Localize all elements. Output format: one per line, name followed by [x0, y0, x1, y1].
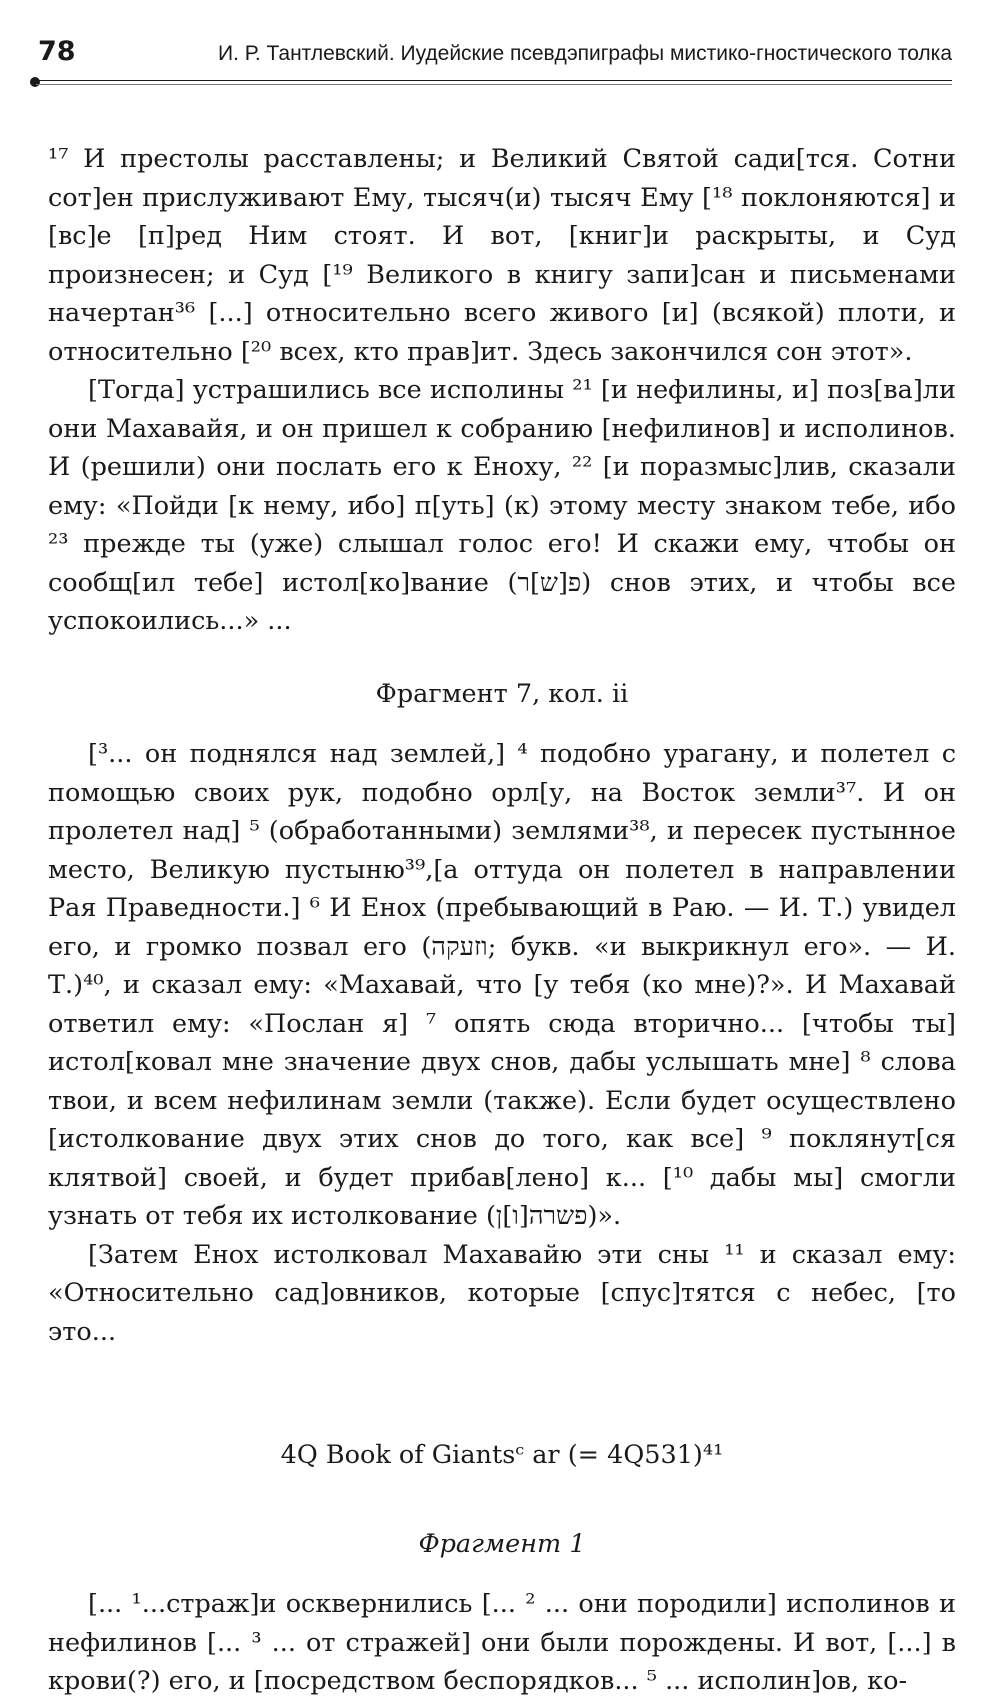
paragraph-giants-afraid: [Тогда] устрашились все исполины ²¹ [и нефилины, и] поз[ва]ли они Махавайя, и он пришел к собранию [нефилинов] и исполинов. И (решили) они послать его к Еноху, ²² [и поразмыс]лив, сказали ему: «Пойди [к нему, ибо] п[уть] (к) этому месту знаком тебе, ибо ²³ прежде ты (уже) слышал голос его! И скажи ему, чтобы он сообщ[ил тебе] истол[ко]вание (פ[ש]ר) снов этих, и чтобы все успокоились...» ...: [48, 375, 957, 636]
paragraph-enoch-interprets: [Затем Енох истолковал Махавайю эти сны ¹¹ и сказал ему: «Относительно сад]овников, которые [спус]тятся с небес, [то это...: [48, 1239, 956, 1347]
section-heading-4q531: 4Q Book of Giantsᶜ ar (= 4Q531)⁴¹: [280, 1440, 724, 1470]
header-rule: [36, 80, 952, 81]
running-title: И. Р. Тантлевский. Иудейские псевдэпиграфы мистико-гностического толка: [218, 42, 952, 65]
section-heading-fragment-7: Фрагмент 7, кол. ii: [375, 678, 629, 709]
page-number: 78: [38, 36, 76, 67]
paragraph-fragment-7-text: [³... он поднялся над землей,] ⁴ подобно урагану, и полетел с помощью своих рук, подобно орл[у, на Восток земли³⁷. И он пролетел над] ⁵ (обработанными) землями³⁸, и пересек пустынное место, Великую пустыню³⁹,[а оттуда он полетел в направлении Рая Праведности.] ⁶ И Енох (пребывающий в Раю. — И. Т.) увидел его, и громко позвал его (וזעקה; букв. «и выкрикнул его». — И. Т.)⁴⁰, и сказал ему: «Махавай, что [у тебя (ко мне)?». И Махавай ответил ему: «Послан я] ⁷ опять сюда вторично... [чтобы ты] истол[ковал мне значение двух снов, дабы услышать мне] ⁸ слова твои, и всем нефилинам земли (также). Если будет осуществлено [истолкование двух этих снов до того, как все] ⁹ поклянут[ся клятвой] своей, и будет прибав[лено] к... [¹⁰ дабы мы] смогли узнать от тебя их истолкование (פשרה[ו]ן)».: [48, 739, 956, 1231]
page-body: [48, 140, 956, 1701]
paragraph-verse-17: ¹⁷ И престолы расставлены; и Великий Святой сади[тся. Сотни сот]ен прислуживают Ему, тысяч(и) тысяч Ему [¹⁸ поклоняются] и [вс]е [п]ред Ним стоят. И вот, [книг]и раскрыты, и Суд произнесен; и Суд [¹⁹ Великого в книгу запи]сан и письменами начертан³⁶ [...] относительно всего живого [и] (всякой) плоти, и относительно [²⁰ всех, кто прав]ит. Здесь закончился сон этот».: [48, 144, 956, 367]
header-rule-dot: [30, 77, 40, 87]
paragraph-fragment-1-text: [... ¹...страж]и осквернились [... ² ... они породили] исполинов и нефилинов [... ³ ... от стражей] они были порождены. И вот, [...] в крови(?) его, и [посредством беспорядков... ⁵ ... исполин]ов, ко-: [48, 1589, 956, 1696]
page-header: [38, 36, 952, 80]
section-heading-fragment-1: Фрагмент 1: [418, 1528, 586, 1559]
header-rule-thin: [36, 84, 952, 85]
